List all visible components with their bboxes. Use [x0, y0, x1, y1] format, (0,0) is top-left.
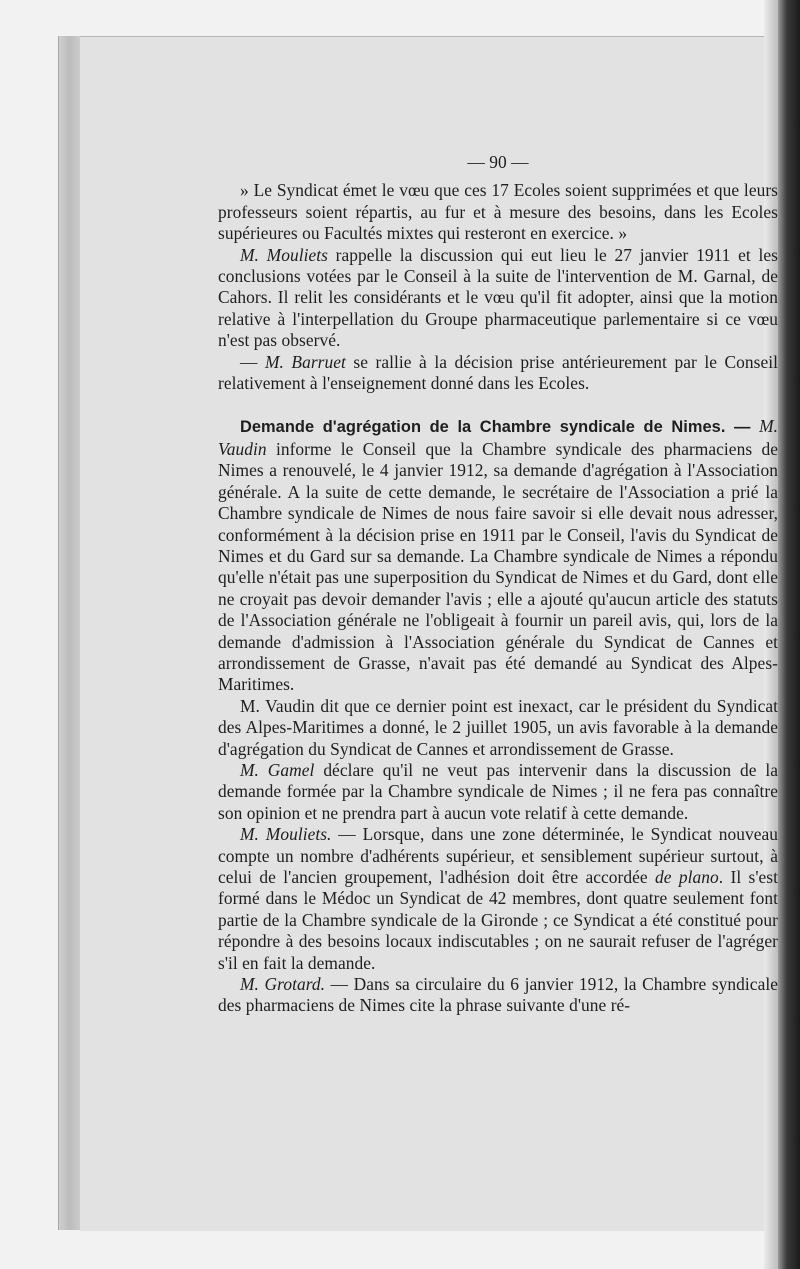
paragraph-text: rappelle la discussion qui eut lieu le 27 janvier 1911 et les conclusions votées par le Conseil à la suite de l'intervention de M. Garnal, de Cahors. Il relit les considérants et le vœu qu'il fit adopter, ainsi que la motion relative à l'interpellation du Groupe pharmaceutique parlementaire si ce vœu n'est pas observé. — [218, 244, 778, 351]
section-heading: Demande d'agrégation de la Chambre syndicale de Nimes. — [240, 418, 726, 437]
speaker-name: M. Mouliets — [240, 244, 328, 265]
paragraph-resolution — [218, 180, 778, 244]
speaker-name: M. Vaudin — [218, 416, 779, 459]
paragraph-text: informe le Conseil que la Chambre syndicale des pharmaciens de Nimes a renouvelé, le 4 janvier 1912, sa demande d'agrégation à l'Association générale. A la suite de cette demande, le secrétaire de l'Association a prié la Chambre syndicale de Nimes de nous faire savoir si elle devait nous adresser, conformément à la décision prise en 1911 par le Conseil, l'avis du Syndicat de Nimes et du Gard sur sa demande. La Chambre syndicale de Nimes a répondu qu'elle n'était pas une superposition du Syndicat de Nimes et du Gard, dont elle ne croyait pas devoir demander l'avis ; elle a ajouté qu'aucun article des statuts de l'Association générale ne l'obligeait à fournir un pareil avis, qui, lors de la demande d'admission à l'Association générale du Syndicat de Cannes et arrondissement de Grasse, n'avait pas été demandé au Syndicat des Alpes-Maritimes. — [218, 438, 778, 695]
heading-separator: — — [725, 418, 760, 437]
speaker-name: M. Barruet — [264, 351, 346, 372]
speaker-name: M. Gamel — [240, 759, 315, 780]
dash-prefix: — — [240, 351, 265, 372]
paragraph-mouliets — [218, 245, 778, 352]
paragraph-text: — Lorsque, dans une zone déterminée, le Syndicat nouveau compte un nombre d'adhérents supérieur, et sensiblement supérieur surtout, à celui de l'ancien groupement, l'adhésion doit être accordée — [218, 824, 778, 887]
paragraph-text: . Il s'est formé dans le Médoc un Syndicat de 42 membres, dont quatre seulement font partie de la Chambre syndicale de la Gironde ; ce Syndicat a été constitué pour répondre à des besoins locaux indiscutables ; on ne saurait refuser de l'agréger s'il en fait la demande. — [218, 867, 779, 973]
page-number: — 90 — — [467, 152, 529, 172]
paragraph-vaudin — [218, 696, 778, 760]
paragraph-text: M. Vaudin dit que ce dernier point est inexact, car le président du Syndicat des Alpes-Maritimes a donné, le 2 juillet 1905, un avis favorable à la demande d'agrégation du Syndicat de Cannes et arrondissement de Grasse. — [218, 695, 778, 759]
page-text — [218, 152, 778, 1017]
paragraph-grotard — [218, 974, 778, 1017]
paragraph-section-nimes — [218, 416, 778, 695]
paragraph-barruet — [218, 352, 778, 395]
paragraph-text: déclare qu'il ne veut pas intervenir dans la discussion de la demande formée par la Chambre syndicale de Nimes ; il ne fera pas connaître son opinion et ne prendra part à aucun vote relatif à cette demande. — [218, 759, 778, 823]
paragraph-mouliets-2 — [218, 824, 778, 974]
italic-phrase: de plano — [655, 867, 719, 887]
speaker-name: M. Mouliets. — [240, 824, 332, 845]
speaker-name: M. Grotard. — [240, 974, 326, 995]
paragraph-text: — Dans sa circulaire du 6 janvier 1912, la Chambre syndicale des pharmaciens de Nimes cite la phrase suivante d'une ré- — [218, 974, 778, 1016]
paragraph-gamel — [218, 760, 778, 824]
paragraph-text: se rallie à la décision prise antérieurement par le Conseil relativement à l'enseignement donné dans les Ecoles. — [218, 351, 778, 394]
book-binding — [778, 0, 800, 1269]
paragraph-text: » Le Syndicat émet le vœu que ces 17 Ecoles soient supprimées et que leurs professeurs soient répartis, au fur et à mesure des besoins, dans les Ecoles supérieures ou Facultés mixtes qui resteront en exercice. » — [218, 180, 778, 244]
